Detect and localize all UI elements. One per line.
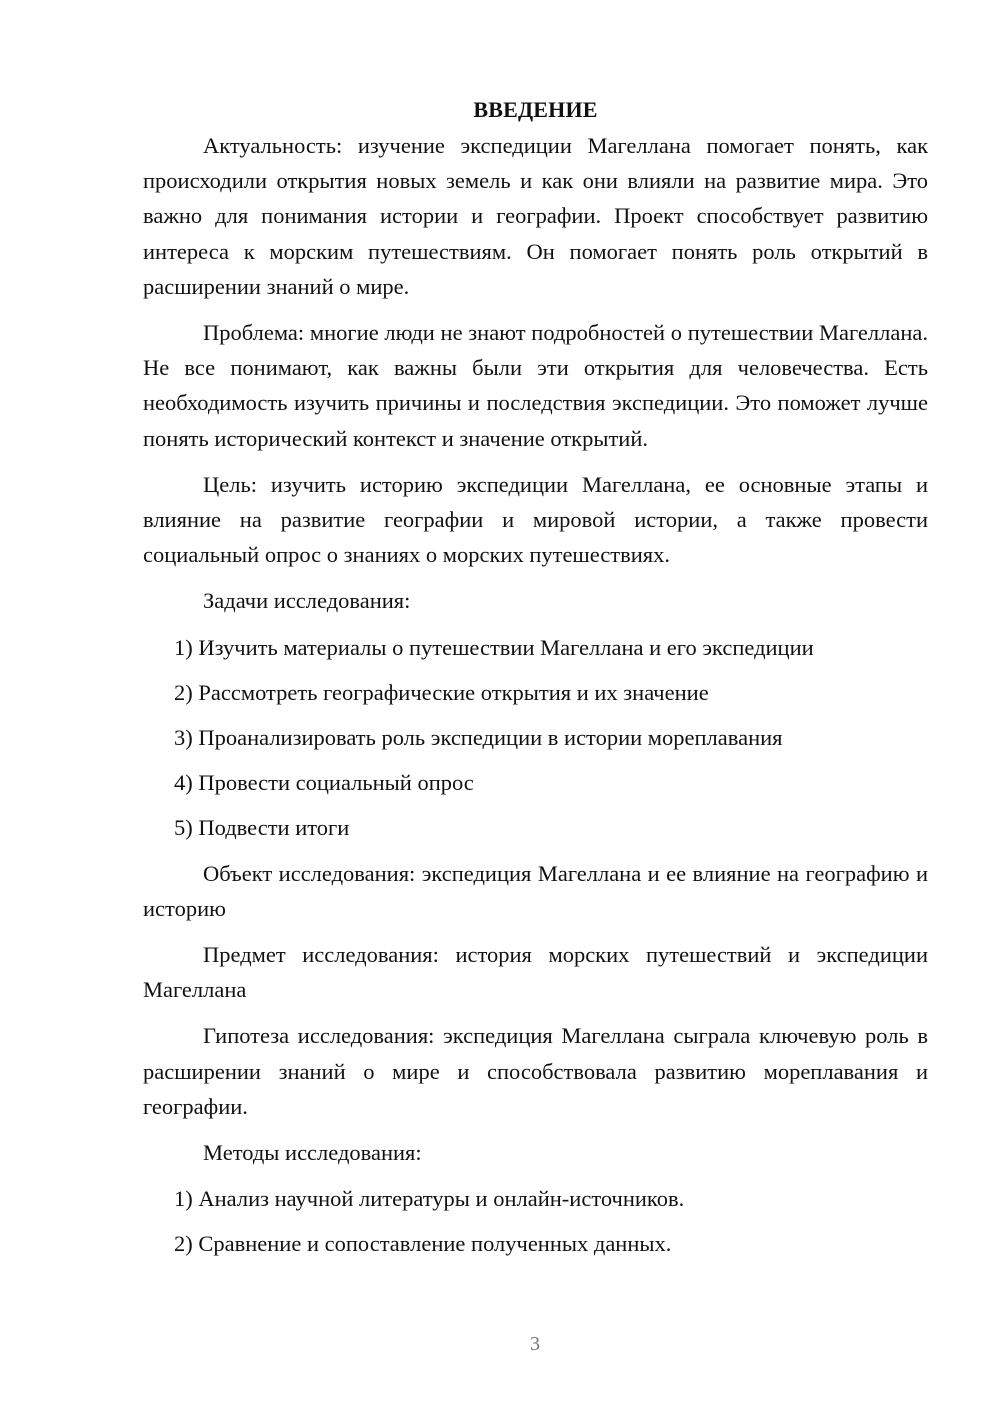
methods-heading: Методы исследования:: [203, 1140, 422, 1166]
task-item: 5) Подвести итоги: [174, 815, 350, 841]
subject-paragraph: Предмет исследования: история морских путешествий и экспедиции Магеллана: [143, 942, 928, 1003]
tasks-heading: Задачи исследования:: [203, 588, 411, 614]
method-item: 1) Анализ научной литературы и онлайн-источников.: [174, 1186, 685, 1212]
problem-paragraph: Проблема: многие люди не знают подробностей о путешествии Магеллана. Не все понимают, как важны были эти открытия для человечества. Есть необходимость изучить причины и последствия экспедиции. Это поможет лучше понять исторический контекст и значение открытий.: [143, 320, 928, 451]
methods-list: [143, 1181, 928, 1261]
tasks-list: [143, 630, 928, 846]
task-item: 2) Рассмотреть географические открытия и их значение: [174, 679, 709, 705]
object-paragraph: Объект исследования: экспедиция Магеллана и ее влияние на географию и историю: [143, 860, 928, 921]
page-number: 3: [530, 1333, 540, 1355]
relevance-paragraph: Актуальность: изучение экспедиции Магеллана помогает понять, как происходили открытия новых земель и как они влияли на развитие мира. Это важно для понимания истории и географии. Проект способствует развитию интереса к морским путешествиям. Он помогает понять роль открытий в расширении знаний о мире.: [143, 133, 928, 299]
task-item: 3) Проанализировать роль экспедиции в истории мореплавания: [174, 725, 783, 751]
hypothesis-paragraph: Гипотеза исследования: экспедиция Магеллана сыграла ключевую роль в расширении знаний о мире и способствовала развитию мореплавания и географии.: [143, 1023, 928, 1119]
page-content: [143, 92, 928, 1272]
method-item: 2) Сравнение и сопоставление полученных данных.: [174, 1231, 672, 1257]
section-title: ВВЕДЕНИЕ: [473, 97, 598, 122]
task-item: 4) Провести социальный опрос: [174, 770, 474, 796]
task-item: 1) Изучить материалы о путешествии Магеллана и его экспедиции: [174, 634, 814, 660]
goal-paragraph: Цель: изучить историю экспедиции Магеллана, ее основные этапы и влияние на развитие географии и мировой истории, а также провести социальный опрос о знаниях о морских путешествиях.: [143, 471, 928, 568]
